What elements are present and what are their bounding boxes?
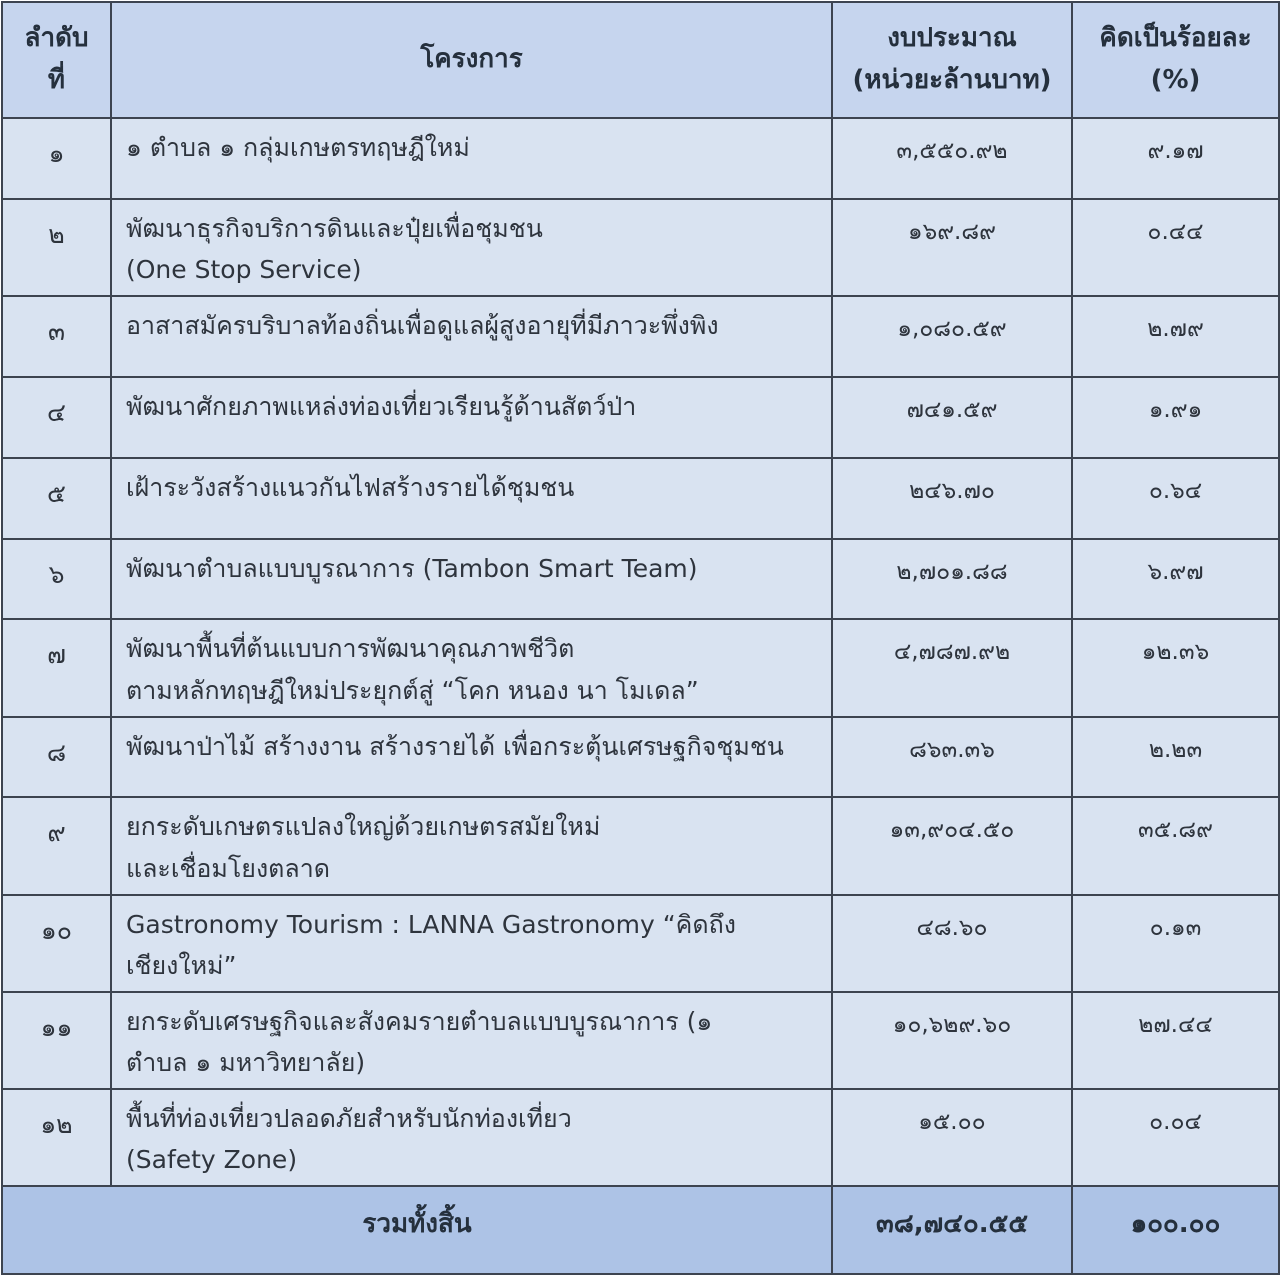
total-percent: ๑๐๐.๐๐ (1072, 1186, 1279, 1274)
percent-value: ๓๕.๘๙ (1072, 797, 1279, 894)
budget-value: ๔,๗๘๗.๙๒ (832, 619, 1072, 716)
project-name-line1: ยกระดับเศรษฐกิจและสังคมรายตำบลแบบบูรณาการ (๑ (126, 1006, 713, 1036)
project-name-line1: เฝ้าระวังสร้างแนวกันไฟสร้างรายได้ชุมชน (126, 472, 575, 502)
project-name (111, 118, 832, 199)
project-name-line2: ตำบล ๑ มหาวิทยาลัย) (126, 1047, 366, 1077)
project-name-line1: พัฒนาตำบลแบบบูรณาการ (Tambon Smart Team) (126, 553, 698, 583)
row-number: ๘ (2, 717, 111, 798)
budget-value: ๑๖๙.๘๙ (832, 199, 1072, 296)
total-label: รวมทั้งสิ้น (2, 1186, 832, 1274)
project-name-line2: (One Stop Service) (126, 255, 362, 285)
header-percent-line1: คิดเป็นร้อยละ (1099, 23, 1252, 54)
percent-value: ๐.๖๔ (1072, 458, 1279, 539)
header-no-line1: ลำดับ (24, 23, 89, 54)
project-name-line1: พัฒนาป่าไม้ สร้างงาน สร้างรายได้ เพื่อกระตุ้นเศรษฐกิจชุมชน (126, 731, 784, 761)
header-project-label: โครงการ (420, 44, 523, 75)
project-name-line1: พัฒนาศักยภาพแหล่งท่องเที่ยวเรียนรู้ด้านสัตว์ป่า (126, 391, 637, 421)
project-name-line1: พื้นที่ท่องเที่ยวปลอดภัยสำหรับนักท่องเที่ยว (126, 1103, 572, 1133)
project-name-line1: อาสาสมัครบริบาลท้องถิ่นเพื่อดูแลผู้สูงอายุที่มีภาวะพึ่งพิง (126, 310, 719, 340)
project-name-line1: พัฒนาพื้นที่ต้นแบบการพัฒนาคุณภาพชีวิต (126, 634, 575, 664)
budget-value: ๒๔๖.๗๐ (832, 458, 1072, 539)
budget-value: ๔๘.๖๐ (832, 895, 1072, 992)
header-percent-line2: (%) (1150, 65, 1201, 95)
row-number: ๕ (2, 458, 111, 539)
budget-value: ๑,๐๘๐.๕๙ (832, 296, 1072, 377)
percent-value: ๖.๙๗ (1072, 539, 1279, 620)
project-name (111, 797, 832, 894)
project-name (111, 377, 832, 458)
budget-value: ๑๐,๖๒๙.๖๐ (832, 992, 1072, 1089)
project-name (111, 1089, 832, 1186)
row-number: ๑๐ (2, 895, 111, 992)
total-budget: ๓๘,๗๔๐.๕๕ (832, 1186, 1072, 1274)
table-row (2, 992, 1279, 1089)
budget-table (1, 1, 1280, 1275)
percent-value: ๐.๑๓ (1072, 895, 1279, 992)
table-row (2, 458, 1279, 539)
table-header-row (2, 2, 1279, 118)
table-row (2, 895, 1279, 992)
budget-value: ๑๓,๙๐๔.๕๐ (832, 797, 1072, 894)
budget-value: ๒,๗๐๑.๘๘ (832, 539, 1072, 620)
project-name-line1: ๑ ตำบล ๑ กลุ่มเกษตรทฤษฎีใหม่ (126, 133, 470, 162)
project-name (111, 992, 832, 1089)
budget-value: ๗๔๑.๕๙ (832, 377, 1072, 458)
percent-value: ๒๗.๔๔ (1072, 992, 1279, 1089)
header-budget-line1: งบประมาณ (887, 23, 1017, 54)
row-number: ๓ (2, 296, 111, 377)
row-number: ๒ (2, 199, 111, 296)
row-number: ๑ (2, 118, 111, 199)
table-row (2, 539, 1279, 620)
header-no-line2: ที่ (47, 65, 66, 95)
table-row (2, 296, 1279, 377)
table-row (2, 118, 1279, 199)
row-number: ๙ (2, 797, 111, 894)
project-name-line2: และเชื่อมโยงตลาด (126, 853, 330, 883)
project-name (111, 539, 832, 620)
row-number: ๔ (2, 377, 111, 458)
project-name-line1: พัฒนาธุรกิจบริการดินและปุ๋ยเพื่อชุมชน (126, 213, 543, 243)
project-name (111, 717, 832, 798)
table-row (2, 377, 1279, 458)
project-name-line2: (Safety Zone) (126, 1145, 298, 1175)
percent-value: ๐.๔๔ (1072, 199, 1279, 296)
percent-value: ๑.๙๑ (1072, 377, 1279, 458)
table-row (2, 1089, 1279, 1186)
project-name-line2: ตามหลักทฤษฎีใหม่ประยุกต์สู่ “โคก หนอง นา โมเดล” (126, 675, 699, 705)
header-percent (1072, 2, 1279, 118)
percent-value: ๒.๗๙ (1072, 296, 1279, 377)
budget-value: ๓,๕๕๐.๙๒ (832, 118, 1072, 199)
percent-value: ๑๒.๓๖ (1072, 619, 1279, 716)
project-name (111, 296, 832, 377)
table-row (2, 619, 1279, 716)
header-budget (832, 2, 1072, 118)
percent-value: ๒.๒๓ (1072, 717, 1279, 798)
project-name-line1: Gastronomy Tourism : LANNA Gastronomy “คิดถึง (126, 909, 736, 939)
row-number: ๖ (2, 539, 111, 620)
project-name (111, 199, 832, 296)
project-name (111, 619, 832, 716)
project-name-line1: ยกระดับเกษตรแปลงใหญ่ด้วยเกษตรสมัยใหม่ (126, 812, 601, 842)
budget-value: ๑๕.๐๐ (832, 1089, 1072, 1186)
percent-value: ๐.๐๔ (1072, 1089, 1279, 1186)
row-number: ๑๒ (2, 1089, 111, 1186)
header-project (111, 2, 832, 118)
project-name-line2: เชียงใหม่” (126, 950, 237, 980)
table-row (2, 717, 1279, 798)
project-name (111, 458, 832, 539)
header-no (2, 2, 111, 118)
budget-value: ๘๖๓.๓๖ (832, 717, 1072, 798)
row-number: ๑๑ (2, 992, 111, 1089)
project-name (111, 895, 832, 992)
header-budget-line2: (หน่วยะล้านบาท) (852, 65, 1052, 95)
row-number: ๗ (2, 619, 111, 716)
total-row (2, 1186, 1279, 1274)
percent-value: ๙.๑๗ (1072, 118, 1279, 199)
table-row (2, 797, 1279, 894)
table-row (2, 199, 1279, 296)
